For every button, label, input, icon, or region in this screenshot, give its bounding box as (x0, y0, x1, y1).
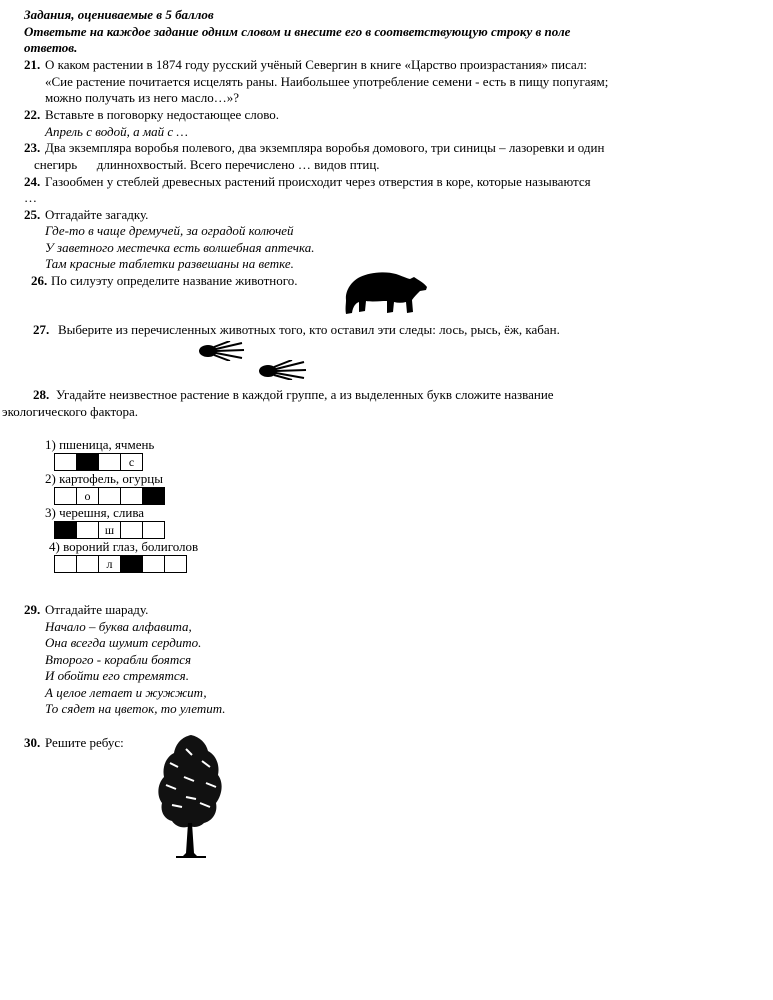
q21-text-1: О каком растении в 1874 году русский учёный Севергин в книге «Царство произрастания» писал: (45, 57, 588, 72)
q28-answer-grid[interactable] (54, 453, 143, 471)
highlighted-letter-cell[interactable] (76, 453, 99, 471)
q28-group-label: 2) картофель, огурцы (45, 471, 163, 486)
letter-cell[interactable]: ш (98, 521, 121, 539)
q28-text-2: экологического фактора. (2, 404, 139, 419)
footprint-icon (196, 341, 246, 361)
letter-cell[interactable]: с (120, 453, 143, 471)
q29-poem-line: Второго - корабли боятся (45, 652, 192, 667)
letter-cell[interactable] (120, 487, 143, 505)
q24-text-2: … (24, 190, 37, 205)
letter-cell[interactable] (98, 487, 121, 505)
letter-cell[interactable] (142, 521, 165, 539)
q29-text: Отгадайте шараду. (45, 602, 149, 617)
q22-text: Вставьте в поговорку недостающее слово. (45, 107, 280, 122)
highlighted-letter-cell[interactable] (54, 521, 77, 539)
q27-text: Выберите из перечисленных животных того, кто оставил эти следы: лось, рысь, ёж, кабан. (58, 322, 560, 337)
q28-answer-grid[interactable] (54, 555, 187, 573)
letter-cell[interactable] (142, 555, 165, 573)
q28-group-label: 1) пшеница, ячмень (45, 437, 155, 452)
q21-text-3: можно получать из него масло…»? (45, 90, 239, 105)
letter-cell[interactable] (54, 453, 77, 471)
highlighted-letter-cell[interactable] (120, 555, 143, 573)
q30-text: Решите ребус: (45, 735, 124, 750)
tree-icon (156, 733, 226, 859)
bear-silhouette-icon (344, 270, 428, 316)
letter-cell[interactable] (76, 521, 99, 539)
q29-poem-line: Начало – буква алфавита, (45, 619, 192, 634)
q21-number: 21. (24, 57, 41, 72)
letter-cell[interactable] (120, 521, 143, 539)
q24-number: 24. (24, 174, 41, 189)
section-title: Задания, оцениваемые в 5 баллов (24, 7, 214, 22)
q29-poem-line: И обойти его стремятся. (45, 668, 189, 683)
instructions-line2: ответов. (24, 40, 78, 55)
q25-riddle-line: Где-то в чаще дремучей, за оградой колючей (45, 223, 294, 238)
q30-number: 30. (24, 735, 41, 750)
q29-poem-line: Она всегда шумит сердито. (45, 635, 202, 650)
q23-number: 23. (24, 140, 41, 155)
letter-cell[interactable] (54, 487, 77, 505)
q28-answer-grid[interactable] (54, 521, 165, 539)
q23-text-1: Два экземпляра воробья полевого, два экземпляра воробья домового, три синицы – лазоревки и один (45, 140, 605, 155)
q25-riddle-line: Там красные таблетки развешаны на ветке. (45, 256, 294, 271)
q25-number: 25. (24, 207, 41, 222)
letter-cell[interactable] (98, 453, 121, 471)
letter-cell[interactable]: л (98, 555, 121, 573)
highlighted-letter-cell[interactable] (142, 487, 165, 505)
q26-text: По силуэту определите название животного. (51, 273, 298, 288)
q26-number: 26. (31, 273, 48, 288)
letter-cell[interactable] (54, 555, 77, 573)
q25-text: Отгадайте загадку. (45, 207, 149, 222)
q22-proverb: Апрель с водой, а май с … (45, 124, 188, 139)
q29-poem-line: А целое летает и жужжит, (45, 685, 207, 700)
q23-text-2: снегирь длиннохвостый. Всего перечислено … видов птиц. (34, 157, 380, 172)
letter-cell[interactable] (164, 555, 187, 573)
q28-group-label: 4) вороний глаз, болиголов (49, 539, 199, 554)
q22-number: 22. (24, 107, 41, 122)
q27-number: 27. (33, 322, 50, 337)
q25-riddle-line: У заветного местечка есть волшебная аптечка. (45, 240, 315, 255)
q29-number: 29. (24, 602, 41, 617)
q28-group-label: 3) черешня, слива (45, 505, 145, 520)
q29-poem-line: То сядет на цветок, то улетит. (45, 701, 226, 716)
q28-answer-grid[interactable] (54, 487, 165, 505)
instructions-line1: Ответьте на каждое задание одним словом и внесите его в соответствующую строку в поле (24, 24, 571, 39)
q21-text-2: «Сие растение почитается исцелять раны. Наибольшее употребление семени - есть в пищу попугаям; (45, 74, 609, 89)
letter-cell[interactable]: о (76, 487, 99, 505)
q24-text-1: Газообмен у стеблей древесных растений происходит через отверстия в коре, которые называются (45, 174, 591, 189)
q28-number: 28. (33, 387, 50, 402)
letter-cell[interactable] (76, 555, 99, 573)
footprint-icon (256, 360, 308, 380)
q28-text-1: Угадайте неизвестное растение в каждой группе, а из выделенных букв сложите название (56, 387, 554, 402)
